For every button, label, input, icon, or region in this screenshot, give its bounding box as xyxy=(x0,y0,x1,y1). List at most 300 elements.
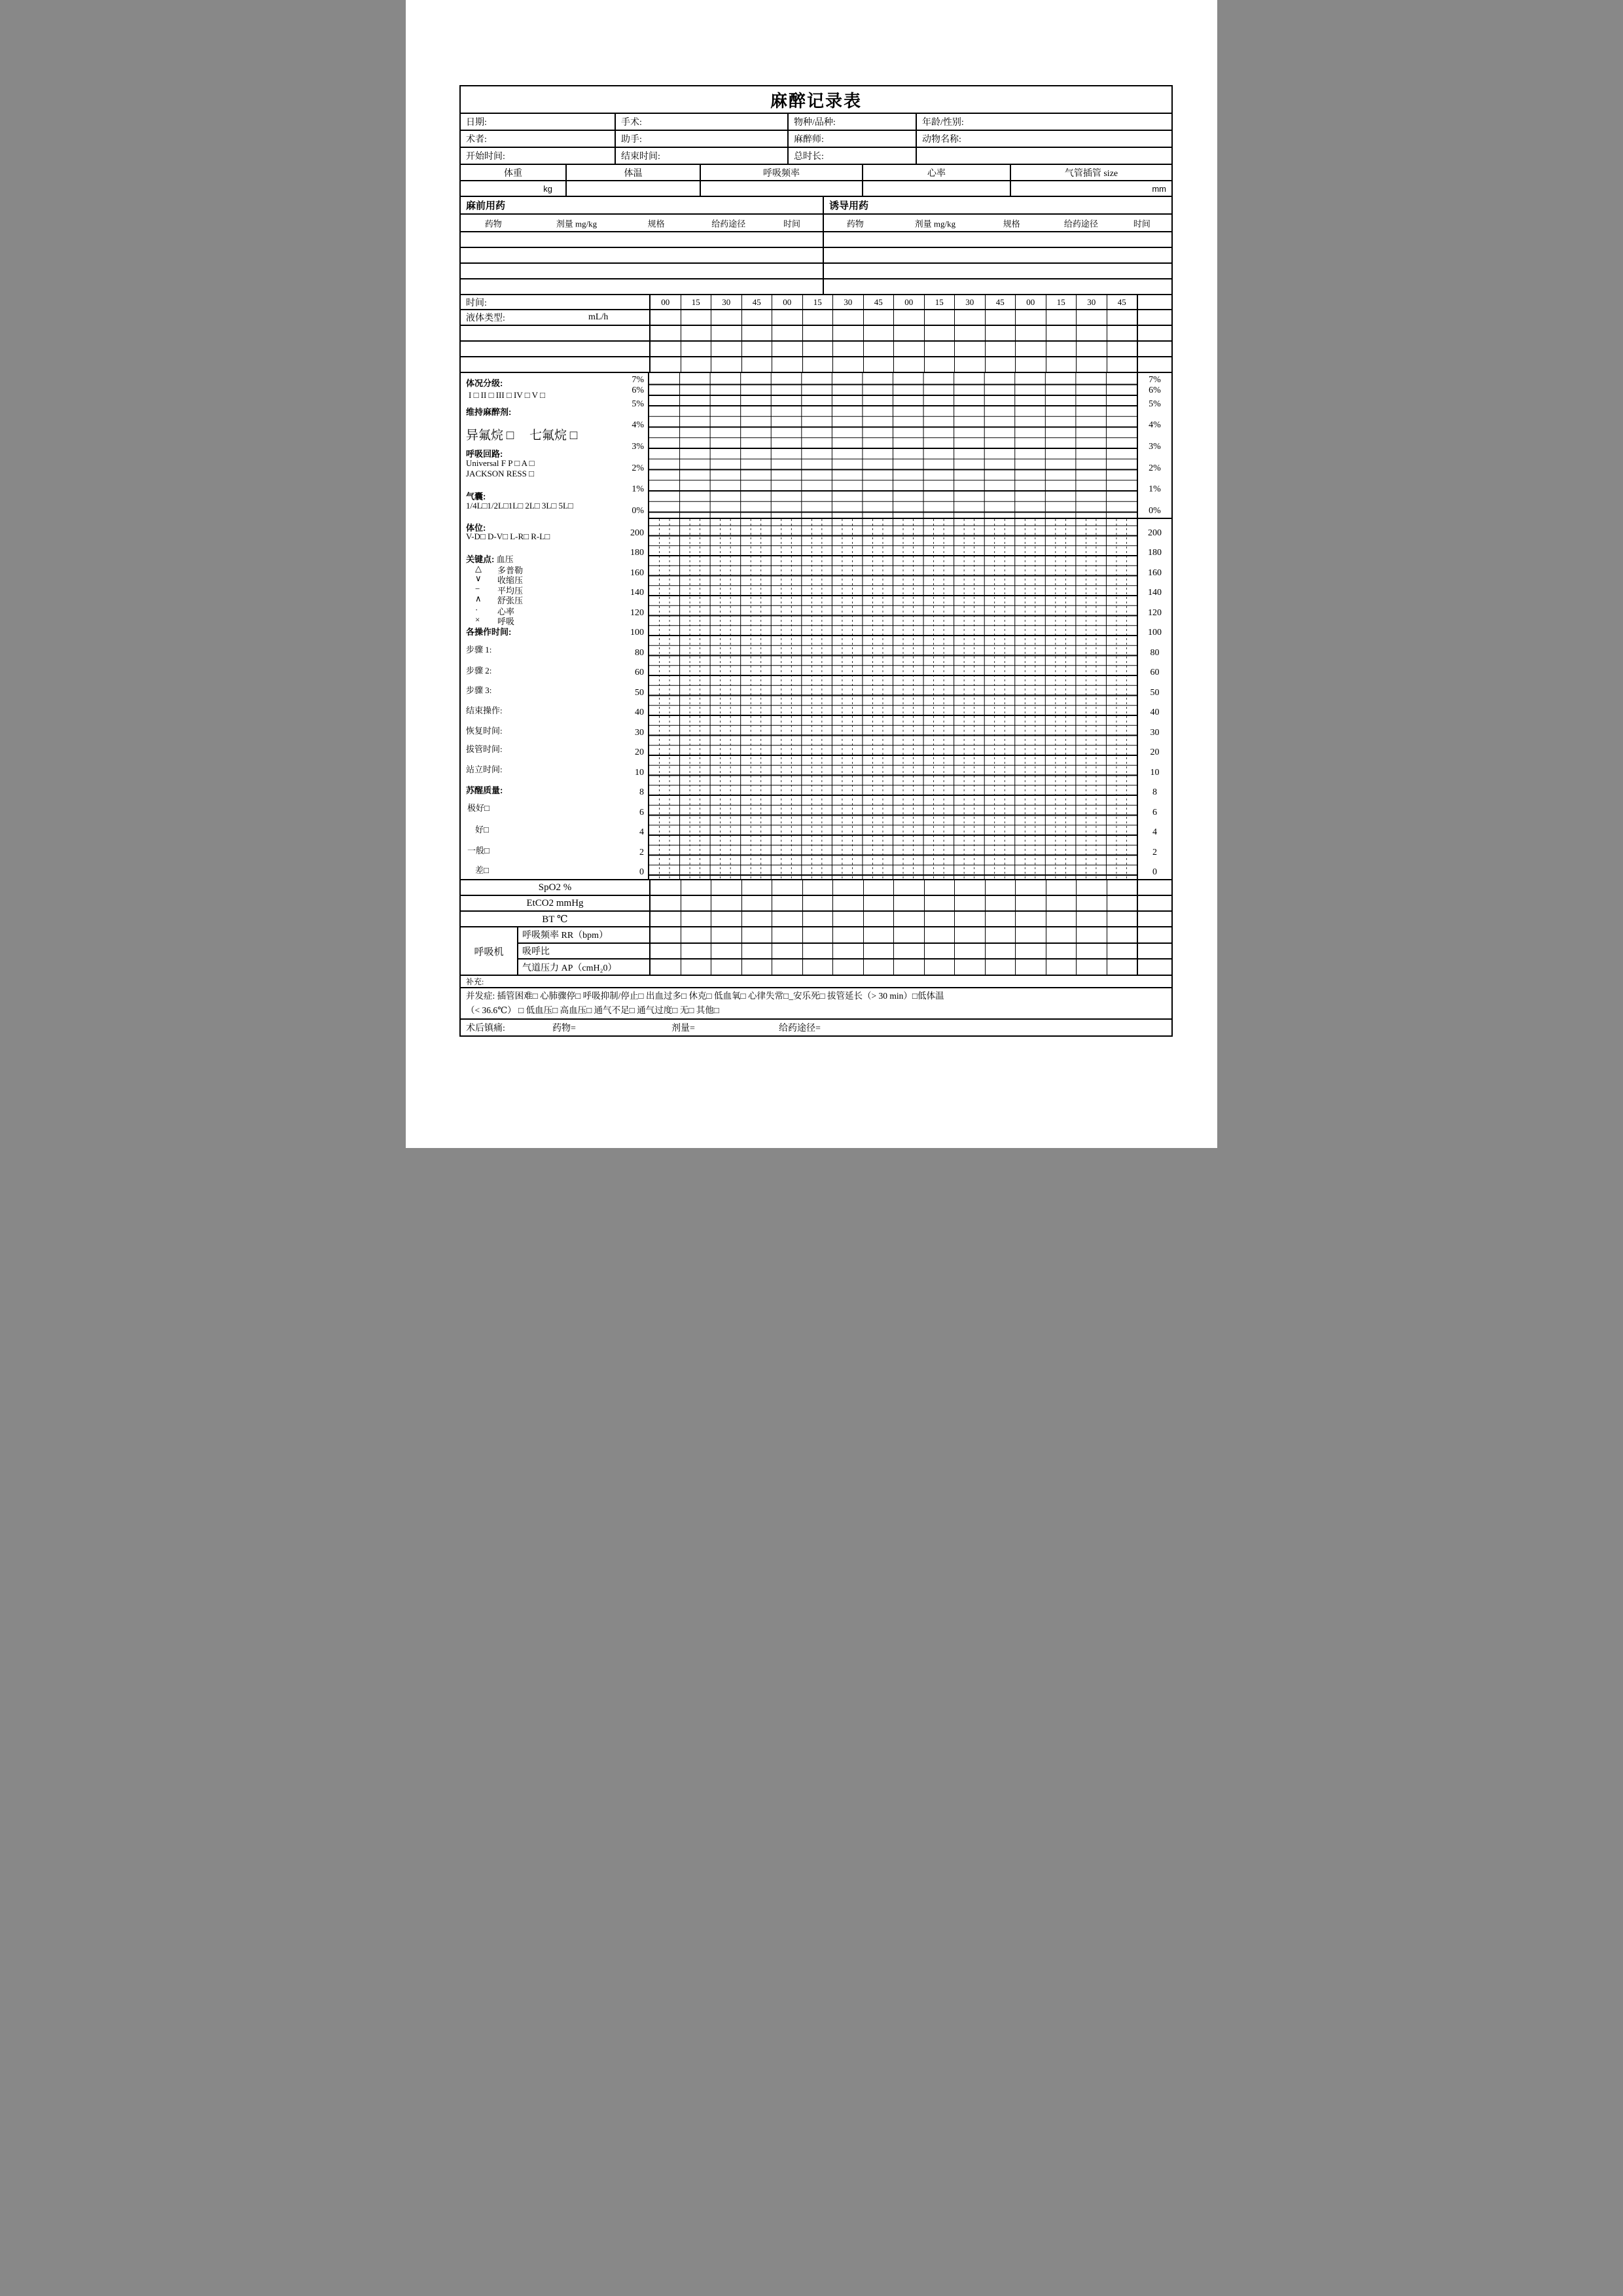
grid-cell xyxy=(802,944,833,959)
vitals-axis-label: 2 xyxy=(1152,847,1157,857)
ventilator-row xyxy=(517,944,1171,960)
legend-text: 多普勒 xyxy=(497,565,524,575)
grid-cell xyxy=(863,357,894,372)
induction-col-header: 药物 xyxy=(846,219,864,228)
grid-cell xyxy=(649,960,681,975)
premed-entry-cell xyxy=(461,264,823,278)
agent-percent-axis-label: 2% xyxy=(632,463,644,473)
empty-cell xyxy=(1137,880,1171,895)
grid-cell xyxy=(1107,310,1137,325)
grid-cell xyxy=(832,342,863,356)
agent-percent-axis-label: 3% xyxy=(1149,442,1161,452)
sidebar-heading: 苏醒质量: xyxy=(466,785,503,795)
time-slot: 00 xyxy=(1015,295,1046,309)
grid-cell xyxy=(985,357,1016,372)
vitals-axis-label: 50 xyxy=(635,687,644,698)
ventilator-row xyxy=(517,960,1171,975)
grid-cell xyxy=(1015,880,1046,895)
grid-cell xyxy=(863,326,894,340)
empty-cell xyxy=(565,181,700,196)
vitals-axis-label: 180 xyxy=(630,548,644,558)
drug-entry-row xyxy=(461,248,1171,264)
grid-cell xyxy=(741,896,772,910)
grid-cell xyxy=(772,944,802,959)
time-slot: 00 xyxy=(772,295,802,309)
time-header-row xyxy=(461,295,1171,310)
grid-cell xyxy=(1076,310,1107,325)
vitals-axis-label: 60 xyxy=(635,668,644,677)
grid-cell xyxy=(741,310,772,325)
vitals-axis-label: 100 xyxy=(630,628,644,637)
grid-cell xyxy=(681,357,711,372)
grid-cell xyxy=(772,357,802,372)
analgesia-label: 术后镇痛: xyxy=(466,1024,505,1033)
sidebar-line: I □ II □ III □ IV □ V □ xyxy=(469,390,545,400)
keypoint-label: 关键点: xyxy=(466,554,495,564)
sidebar-line: JACKSON RESS □ xyxy=(466,469,534,478)
drug-entry-row xyxy=(461,279,1171,295)
grid-cell xyxy=(741,912,772,926)
grid-cell xyxy=(1046,960,1077,975)
sidebar-line: 步骤 1: xyxy=(466,645,492,655)
age-sex-field: 年龄/性别: xyxy=(916,114,1171,130)
grid-cell xyxy=(863,342,894,356)
empty-cell xyxy=(1137,326,1171,340)
grid-cell xyxy=(1015,310,1046,325)
sidebar-line: Universal F P □ A □ xyxy=(466,458,535,468)
grid-cell xyxy=(1076,960,1107,975)
time-slot: 45 xyxy=(741,295,772,309)
vitals-axis-label: 140 xyxy=(1148,588,1162,598)
assistant-field: 助手: xyxy=(615,131,787,147)
grid-cell xyxy=(711,326,741,340)
vitals-axis-label: 100 xyxy=(1148,628,1162,637)
grid-cell xyxy=(832,944,863,959)
agent-percent-axis-label: 3% xyxy=(632,442,644,452)
grid-cell xyxy=(1046,357,1077,372)
complications-row xyxy=(461,988,1171,1020)
vitals-axis-label: 6 xyxy=(639,807,644,817)
total-duration-field: 总时长: xyxy=(787,148,916,164)
empty-cell xyxy=(1137,927,1171,942)
sidebar-line: 极好□ xyxy=(467,803,490,813)
time-slot: 00 xyxy=(649,295,681,309)
grid-cell xyxy=(1076,896,1107,910)
medication-band-row xyxy=(461,197,1171,215)
legend-text: 平均压 xyxy=(497,586,524,596)
date-field: 日期: xyxy=(466,118,487,128)
grid-cell xyxy=(681,342,711,356)
grid-cell xyxy=(954,310,985,325)
grid-cell xyxy=(1076,880,1107,895)
grid-cell xyxy=(954,880,985,895)
vitals-axis-label: 2 xyxy=(639,847,644,857)
legend-text: 呼吸 xyxy=(497,617,515,626)
sidebar-line: 异氟烷 □ 七氟烷 □ xyxy=(466,429,578,442)
fluid-unit: mL/h xyxy=(588,312,609,322)
empty-cell xyxy=(1137,357,1171,372)
fluid-entry-row xyxy=(461,326,1171,342)
grid-cell xyxy=(741,927,772,942)
grid-cell xyxy=(681,896,711,910)
grid-cell xyxy=(1046,310,1077,325)
grid-cell xyxy=(711,960,741,975)
grid-cell xyxy=(1076,944,1107,959)
legend-text: 舒张压 xyxy=(497,596,524,605)
agent-percent-axis-label: 4% xyxy=(632,420,644,430)
drug-entry-row xyxy=(461,264,1171,279)
grid-cell xyxy=(985,310,1016,325)
grid-cell xyxy=(741,342,772,356)
vitals-chart xyxy=(649,519,1137,879)
grid-cell xyxy=(863,960,894,975)
induction-columns xyxy=(823,215,1171,231)
grid-cell xyxy=(772,960,802,975)
grid-cell xyxy=(802,960,833,975)
start-time-field: 开始时间: xyxy=(466,152,505,162)
grid-cell xyxy=(711,912,741,926)
legend-symbol: ∧ xyxy=(475,594,482,603)
induction-entry-cell xyxy=(823,279,1171,294)
fluid-entry-row xyxy=(461,342,1171,357)
grid-cell xyxy=(741,880,772,895)
grid-cell xyxy=(649,912,681,926)
analgesia-drug: 药物= xyxy=(552,1024,576,1033)
fluid-cells xyxy=(649,310,1137,325)
vitals-axis-label: 120 xyxy=(630,607,644,618)
empty-cell xyxy=(916,148,1171,164)
page-title: 麻醉记录表 xyxy=(770,90,862,111)
complications-line-2: （< 36.6℃） □ 低血压□ 高血压□ 通气不足□ 通气过度□ 无□ 其他□ xyxy=(466,1005,719,1015)
empty-cell xyxy=(1137,295,1171,309)
weight-header: 体重 xyxy=(504,168,522,179)
grid-cell xyxy=(1046,927,1077,942)
grid-cell xyxy=(863,927,894,942)
post-op-analgesia-row xyxy=(461,1020,1171,1035)
grid-cell xyxy=(741,326,772,340)
grid-cell xyxy=(924,342,955,356)
grid-cell xyxy=(954,326,985,340)
grid-cell xyxy=(649,896,681,910)
drug-entry-rows xyxy=(461,232,1171,295)
supplement-row xyxy=(461,976,1171,988)
time-slot: 00 xyxy=(893,295,924,309)
sidebar-heading: 体位: xyxy=(466,523,486,533)
time-slot: 15 xyxy=(924,295,955,309)
grid-cell xyxy=(681,912,711,926)
tube-unit: mm xyxy=(1010,181,1171,196)
grid-cell xyxy=(772,326,802,340)
grid-cell xyxy=(832,310,863,325)
time-slot: 30 xyxy=(832,295,863,309)
agent-percent-axis-label: 0% xyxy=(632,505,644,516)
grid-cell xyxy=(802,880,833,895)
grid-cell xyxy=(985,896,1016,910)
ventilator-label: 呼吸机 xyxy=(474,946,504,958)
monitor-label: BT ℃ xyxy=(542,914,568,925)
anesthesia-record-page xyxy=(406,0,1217,1148)
grid-cell xyxy=(924,326,955,340)
monitor-row xyxy=(461,880,1171,896)
grid-cell xyxy=(649,880,681,895)
grid-cell xyxy=(802,927,833,942)
induction-entry-cell xyxy=(823,264,1171,278)
grid-cell xyxy=(893,944,924,959)
fluid-type-label: 液体类型: mL/h xyxy=(466,312,609,323)
premed-col-header: 药物 xyxy=(484,219,502,228)
grid-cell xyxy=(741,960,772,975)
grid-cell xyxy=(1076,342,1107,356)
grid-cell xyxy=(772,310,802,325)
grid-cell xyxy=(1046,896,1077,910)
grid-cell xyxy=(863,880,894,895)
analgesia-route: 给药途径= xyxy=(779,1024,821,1033)
vitals-axis-label: 50 xyxy=(1150,687,1160,698)
grid-cell xyxy=(649,342,681,356)
grid-cell xyxy=(772,896,802,910)
legend-symbol: − xyxy=(475,584,480,594)
grid-cell xyxy=(1046,880,1077,895)
grid-cell xyxy=(1046,912,1077,926)
vitals-grid xyxy=(649,519,1137,879)
monitor-rows xyxy=(461,880,1171,927)
grid-cell xyxy=(741,944,772,959)
chart-section xyxy=(461,373,1171,880)
vitals-axis-label: 40 xyxy=(635,708,644,717)
empty-cell xyxy=(1137,896,1171,910)
grid-cell xyxy=(1107,896,1137,910)
grid-cell xyxy=(954,357,985,372)
time-slot: 45 xyxy=(985,295,1016,309)
empty-cell xyxy=(1137,912,1171,926)
grid-cell xyxy=(1015,912,1046,926)
grid-cell xyxy=(681,927,711,942)
fluid-type-row xyxy=(461,310,1171,326)
sidebar-line: 一般□ xyxy=(467,846,490,855)
grid-cell xyxy=(985,326,1016,340)
vitals-axis-label: 200 xyxy=(1148,528,1162,538)
agent-percent-axis-label: 1% xyxy=(1149,484,1161,494)
time-slot: 15 xyxy=(1046,295,1077,309)
premed-col-header: 时间 xyxy=(783,219,800,228)
grid-cell xyxy=(954,944,985,959)
empty-cell xyxy=(1137,944,1171,959)
grid-cell xyxy=(832,326,863,340)
sidebar-line: 步骤 3: xyxy=(466,685,492,695)
vitals-axis-label: 80 xyxy=(1150,647,1160,658)
vitals-axis-label: 6 xyxy=(1152,807,1157,817)
agent-percent-axis-label: 6% xyxy=(632,385,644,395)
grid-cell xyxy=(681,310,711,325)
grid-cell xyxy=(1107,960,1137,975)
induction-col-header: 剂量 mg/kg xyxy=(914,219,956,228)
grid-cell xyxy=(711,357,741,372)
vitals-axis-label: 60 xyxy=(1150,668,1160,677)
sidebar-line: 步骤 2: xyxy=(466,666,492,675)
respiratory-rate-header: 呼吸频率 xyxy=(700,165,862,180)
grid-cell xyxy=(1015,342,1046,356)
grid-cell xyxy=(711,944,741,959)
legend-symbol: × xyxy=(475,615,480,624)
grid-cell xyxy=(1076,326,1107,340)
monitor-row xyxy=(461,912,1171,927)
grid-cell xyxy=(1076,912,1107,926)
grid-cell xyxy=(1107,912,1137,926)
anesthesia-record-form xyxy=(459,85,1173,1037)
induction-col-header: 规格 xyxy=(1003,219,1020,228)
induction-entry-cell xyxy=(823,248,1171,262)
grid-cell xyxy=(893,912,924,926)
legend-text: 心率 xyxy=(497,607,515,617)
empty-cell xyxy=(862,181,1010,196)
premed-entry-cell xyxy=(461,248,823,262)
legend-symbol: ∨ xyxy=(475,573,482,583)
vitals-axis-label: 200 xyxy=(630,528,644,538)
grid-cell xyxy=(924,944,955,959)
grid-cell xyxy=(832,927,863,942)
grid-cell xyxy=(954,896,985,910)
grid-cell xyxy=(649,310,681,325)
grid-cell xyxy=(711,310,741,325)
sidebar-line: V-D□ D-V□ L-R□ R-L□ xyxy=(466,531,550,541)
grid-cell xyxy=(893,896,924,910)
vitals-axis-label: 4 xyxy=(1152,827,1157,837)
grid-cell xyxy=(985,927,1016,942)
sidebar-heading: 气囊: xyxy=(466,492,486,501)
grid-cell xyxy=(1015,944,1046,959)
grid-cell xyxy=(893,960,924,975)
empty-cell xyxy=(1137,342,1171,356)
grid-cell xyxy=(832,357,863,372)
drug-entry-row xyxy=(461,232,1171,248)
grid-cell xyxy=(1107,880,1137,895)
et-tube-size-header: 气管插管 size xyxy=(1010,165,1171,180)
grid-cell xyxy=(1076,927,1107,942)
grid-cell xyxy=(1015,960,1046,975)
time-slot: 30 xyxy=(711,295,741,309)
drug-columns-header-row xyxy=(461,215,1171,232)
agent-percent-grid xyxy=(649,373,1137,518)
keypoint-text: 血压 xyxy=(494,554,514,564)
vitals-axis-label: 160 xyxy=(630,567,644,578)
grid-cell xyxy=(711,880,741,895)
grid-cell xyxy=(1107,927,1137,942)
units-row xyxy=(461,181,1171,197)
info-row-3 xyxy=(461,148,1171,165)
grid-cell xyxy=(954,342,985,356)
grid-cell xyxy=(681,944,711,959)
surgery-field: 手术: xyxy=(615,114,787,130)
grid-cell xyxy=(863,912,894,926)
premed-entry-cell xyxy=(461,279,823,294)
grid-cell xyxy=(1015,326,1046,340)
grid-cell xyxy=(924,357,955,372)
info-row-1 xyxy=(461,114,1171,131)
grid-cell xyxy=(832,912,863,926)
time-slot: 15 xyxy=(681,295,711,309)
sidebar-heading: 呼吸回路: xyxy=(466,449,503,459)
grid-cell xyxy=(1107,357,1137,372)
grid-cell xyxy=(802,310,833,325)
agent-percent-axis-label: 4% xyxy=(1149,420,1161,430)
agent-percent-axis-label: 7% xyxy=(632,374,644,385)
induction-band xyxy=(823,197,1171,213)
induction-entry-cell xyxy=(823,232,1171,247)
grid-cell xyxy=(985,912,1016,926)
agent-percent-axis-label: 1% xyxy=(632,484,644,494)
sidebar-heading: 体况分级: xyxy=(466,378,503,388)
vitals-axis-label: 20 xyxy=(1150,747,1160,757)
empty-label-cell xyxy=(461,326,649,340)
grid-cell xyxy=(985,944,1016,959)
vitals-axis-label: 180 xyxy=(1148,548,1162,558)
sidebar-line: 差□ xyxy=(475,865,489,875)
grid-cell xyxy=(1046,326,1077,340)
supplement-label: 补充: xyxy=(466,977,484,986)
grid-cell xyxy=(802,357,833,372)
grid-cell xyxy=(924,310,955,325)
complications-line-1: 并发症: 插管困难□ 心肺骤停□ 呼吸抑制/停止□ 出血过多□ 休克□ 低血氧□ 心律失常□_安乐死□ 拔管延长（> 30 min）□低体温 xyxy=(466,991,944,1001)
premed-columns xyxy=(461,215,823,231)
grid-cell xyxy=(1046,342,1077,356)
vitals-axis-label: 40 xyxy=(1150,708,1160,717)
grid-cell xyxy=(954,960,985,975)
monitor-label: EtCO2 mmHg xyxy=(526,897,584,908)
vitals-axis-label: 140 xyxy=(630,588,644,598)
ventilator-row xyxy=(517,927,1171,944)
grid-cell xyxy=(985,960,1016,975)
grid-cell xyxy=(802,342,833,356)
empty-label-cell xyxy=(461,357,649,372)
analgesia-dose: 剂量= xyxy=(671,1024,695,1033)
sidebar-line: 好□ xyxy=(475,825,489,834)
monitor-row xyxy=(461,896,1171,912)
grid-cell xyxy=(1076,357,1107,372)
vitals-axis-label: 30 xyxy=(635,727,644,738)
legend-text: 收缩压 xyxy=(497,575,524,585)
grid-cell xyxy=(649,326,681,340)
animal-name-field: 动物名称: xyxy=(916,131,1171,147)
grid-cell xyxy=(772,880,802,895)
grid-cell xyxy=(1015,927,1046,942)
grid-cell xyxy=(893,880,924,895)
time-label: 时间: xyxy=(466,298,487,308)
empty-cell xyxy=(1137,310,1171,325)
fluid-entry-row xyxy=(461,357,1171,373)
grid-cell xyxy=(985,342,1016,356)
grid-cell xyxy=(924,927,955,942)
grid-cell xyxy=(924,912,955,926)
legend-symbol: · xyxy=(475,605,478,615)
anesthetist-field: 麻醉师: xyxy=(787,131,916,147)
right-axis-column xyxy=(1137,373,1171,879)
premed-band xyxy=(461,197,823,213)
grid-cell xyxy=(863,310,894,325)
grid-cell xyxy=(924,896,955,910)
grid-cell xyxy=(954,927,985,942)
grid-cell xyxy=(649,357,681,372)
vitals-axis-label: 20 xyxy=(635,747,644,757)
time-slot: 15 xyxy=(802,295,833,309)
grid-cell xyxy=(802,912,833,926)
time-slots xyxy=(649,295,1137,309)
grid-cell xyxy=(681,880,711,895)
time-slot: 45 xyxy=(1107,295,1137,309)
vitals-header-row xyxy=(461,165,1171,181)
vitals-axis-label: 4 xyxy=(639,827,644,837)
monitor-label: SpO2 % xyxy=(538,882,572,893)
sidebar-line: 1/4L□1/2L□1L□ 2L□ 3L□ 5L□ xyxy=(466,501,573,511)
